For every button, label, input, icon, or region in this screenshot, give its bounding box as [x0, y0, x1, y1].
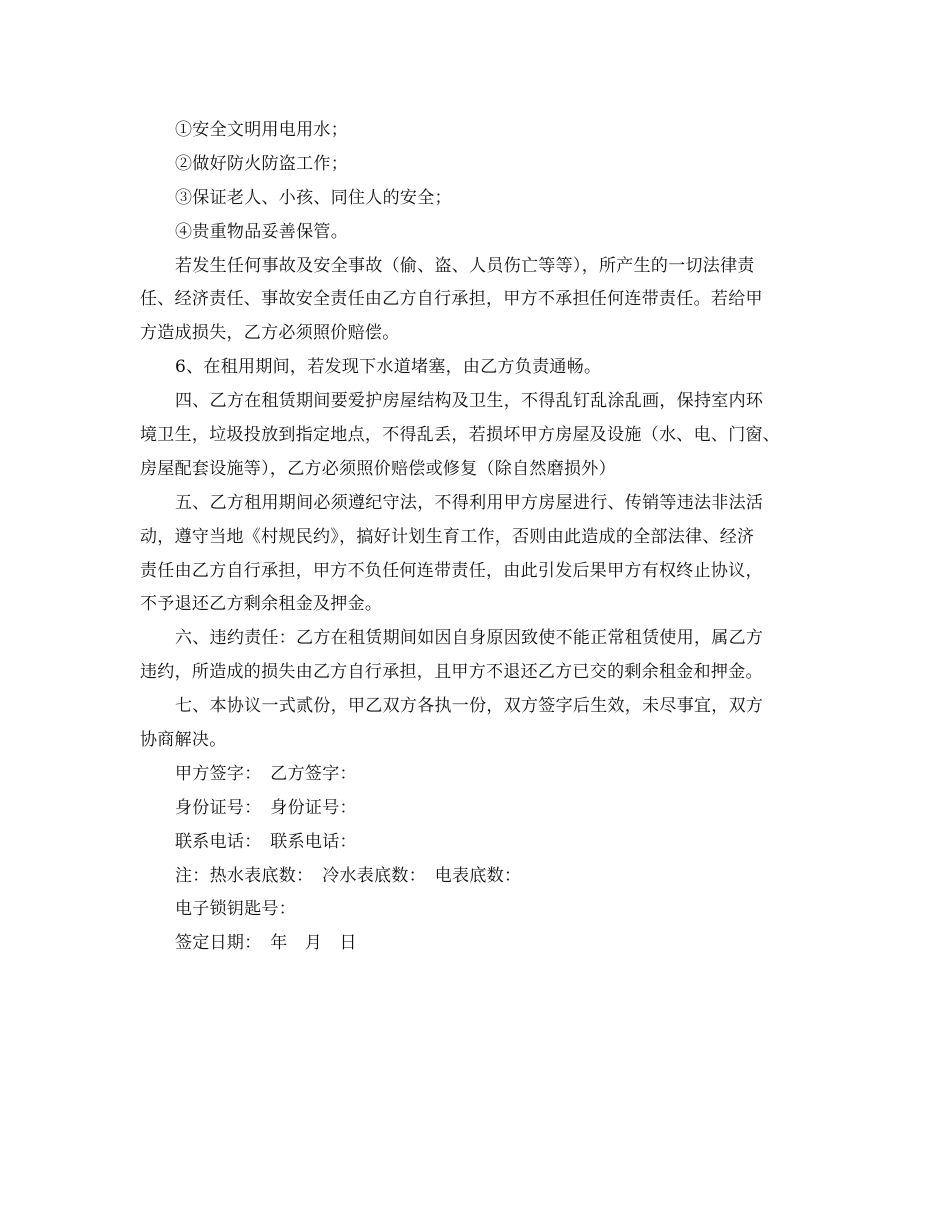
paragraph-line: 协商解决。 — [140, 730, 227, 751]
clause-6-line: 6、在租用期间，若发现下水道堵塞，由乙方负责通畅。 — [175, 357, 602, 378]
paragraph-line: 责任由乙方自行承担，甲方不负任何连带责任，由此引发后果甲方有权终止协议， — [140, 560, 763, 581]
sign-date-line: 签定日期： 年 月 日 — [175, 933, 357, 954]
clause-item-2: ②做好防火防盗工作； — [175, 153, 348, 174]
meter-reading-line: 注：热水表底数： 冷水表底数： 电表底数： — [175, 865, 522, 886]
paragraph-line: 方造成损失，乙方必须照价赔偿。 — [140, 323, 400, 344]
paragraph-line: 境卫生，垃圾投放到指定地点，不得乱丢，若损坏甲方房屋及设施（水、电、门窗、 — [140, 425, 781, 446]
id-number-line: 身份证号： 身份证号： — [175, 797, 357, 818]
paragraph-line: 动，遵守当地《村规民约》，搞好计划生育工作，否则由此造成的全部法律、经济 — [140, 526, 755, 547]
paragraph-line: 房屋配套设施等），乙方必须照价赔偿或修复（除自然磨损外） — [140, 458, 616, 479]
section-4-line: 四、乙方在租赁期间要爱护房屋结构及卫生，不得乱钉乱涂乱画，保持室内环 — [175, 391, 764, 412]
clause-item-3: ③保证老人、小孩、同住人的安全； — [175, 187, 452, 208]
paragraph-line: 任、经济责任、事故安全责任由乙方自行承担，甲方不承担任何连带责任。若给甲 — [140, 289, 763, 310]
lock-key-line: 电子锁钥匙号： — [175, 899, 297, 920]
clause-item-4: ④贵重物品妥善保管。 — [175, 221, 348, 242]
section-7-line: 七、本协议一式贰份，甲乙双方各执一份，双方签字后生效，未尽事宜，双方 — [175, 696, 764, 717]
clause-item-1: ①安全文明用电用水； — [175, 120, 348, 140]
paragraph-line: 不予退还乙方剩余租金及押金。 — [140, 594, 383, 615]
signature-line: 甲方签字： 乙方签字： — [175, 763, 357, 784]
paragraph-line: 若发生任何事故及安全事故（偷、盗、人员伤亡等等），所产生的一切法律责 — [175, 255, 755, 276]
section-5-line: 五、乙方租用期间必须遵纪守法，不得利用甲方房屋进行、传销等违法非法活 — [175, 492, 764, 513]
section-6-line: 六、违约责任：乙方在租赁期间如因自身原因致使不能正常租赁使用，属乙方 — [175, 628, 764, 649]
document-body — [140, 114, 820, 961]
phone-line: 联系电话： 联系电话： — [175, 831, 357, 852]
paragraph-line: 违约，所造成的损失由乙方自行承担，且甲方不退还乙方已交的剩余租金和押金。 — [140, 662, 763, 683]
